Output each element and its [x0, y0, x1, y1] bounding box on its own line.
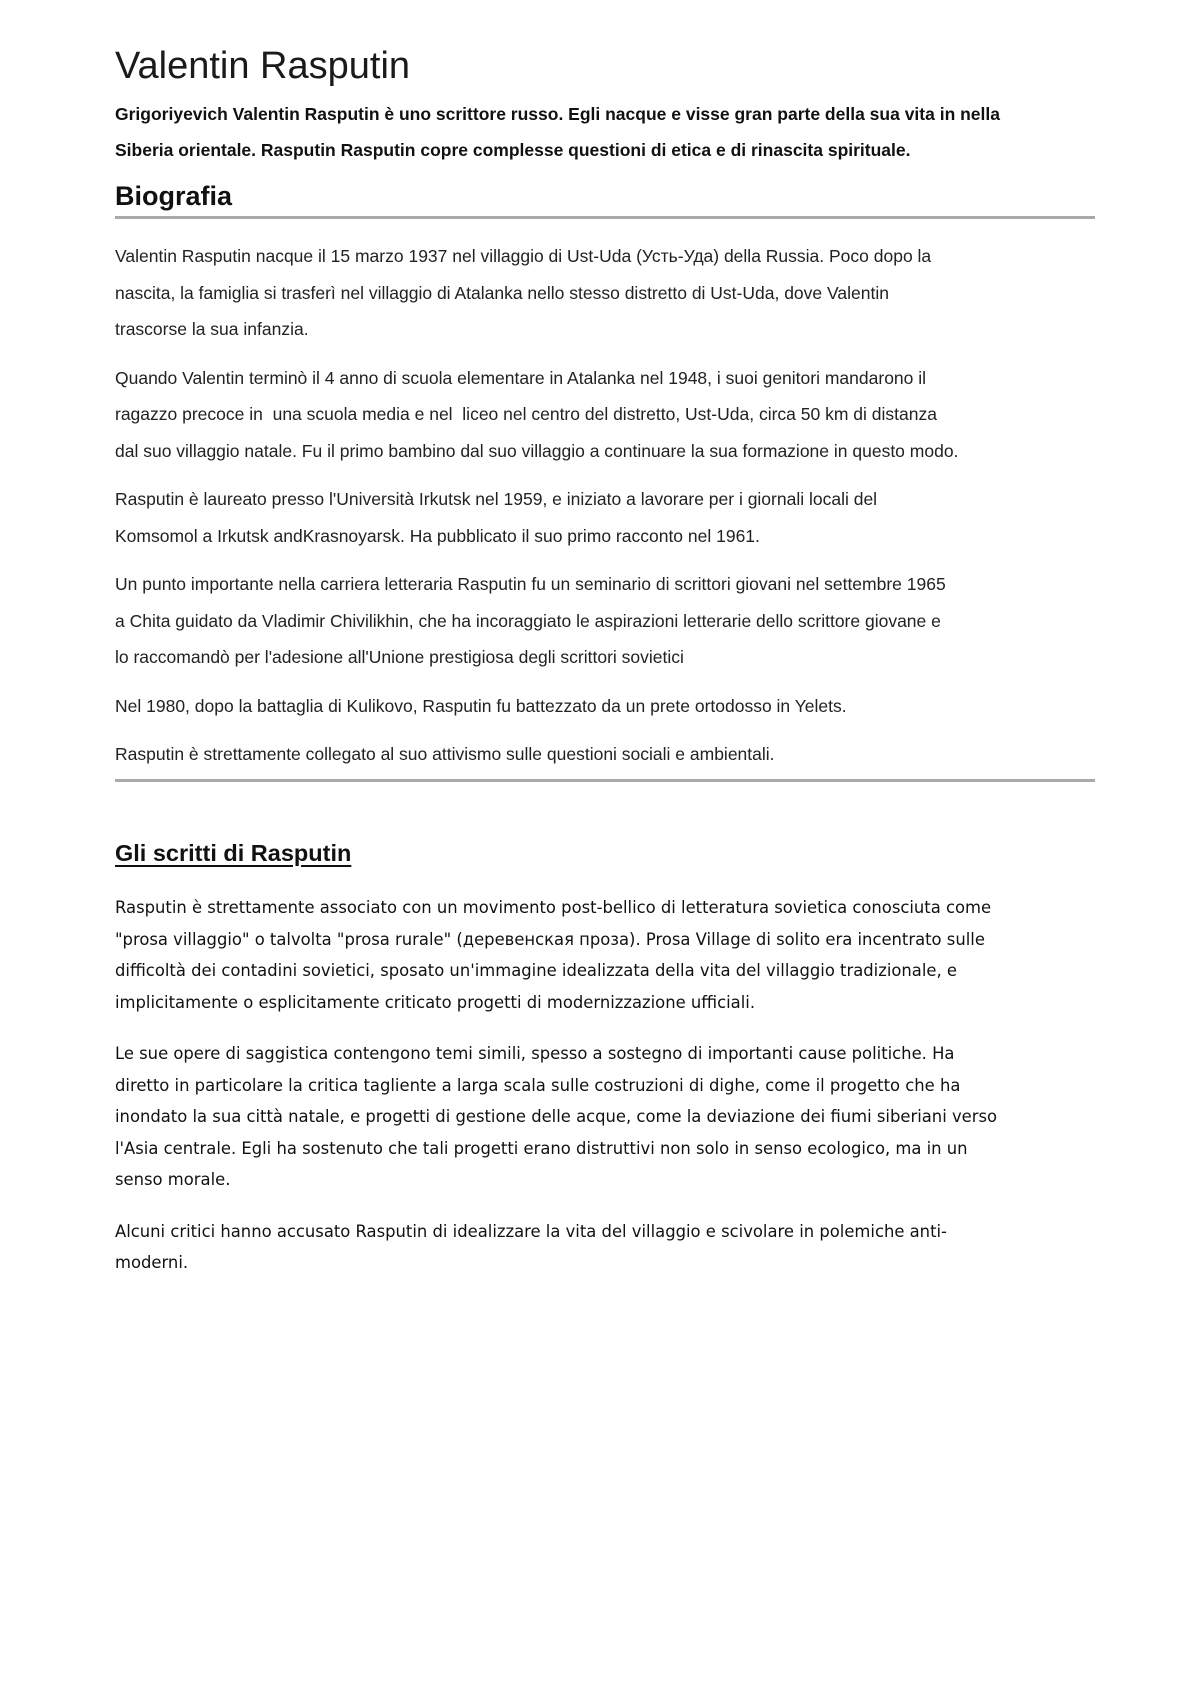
writings-paragraph	[115, 1038, 1100, 1196]
lead-line: Siberia orientale. Rasputin Rasputin copre complesse questioni di etica e di rinascita spirituale.	[115, 140, 911, 160]
text-line: a Chita guidato da Vladimir Chivilikhin, che ha incoraggiato le aspirazioni letterarie dello scrittore giovane e	[115, 610, 941, 631]
text-line: senso morale.	[115, 1170, 231, 1189]
text-line: inondato la sua città natale, e progetti di gestione delle acque, come la deviazione dei fiumi siberiani verso	[115, 1107, 998, 1126]
biography-body	[115, 219, 1095, 782]
biography-paragraph	[115, 360, 1095, 470]
text-line: implicitamente o esplicitamente criticato progetti di modernizzazione ufficiali.	[115, 992, 756, 1012]
writings-section	[115, 836, 1100, 1299]
writings-paragraph	[115, 1216, 1100, 1279]
text-line: Quando Valentin terminò il 4 anno di scuola elementare in Atalanka nel 1948, i suoi genitori mandarono il	[115, 367, 927, 388]
text-line: trascorse la sua infanzia.	[115, 319, 309, 339]
text-line: dal suo villaggio natale. Fu il primo bambino dal suo villaggio a continuare la sua formazione in questo modo.	[115, 440, 959, 461]
text-line: Le sue opere di saggistica contengono temi simili, spesso a sostegno di importanti cause politiche. Ha	[115, 1044, 955, 1063]
biography-paragraph	[115, 736, 1095, 773]
biography-paragraph	[115, 481, 1095, 554]
lead-line: Grigoriyevich Valentin Rasputin è uno scrittore russo. Egli nacque e visse gran parte della sua vita in nella	[115, 104, 1000, 124]
biography-section	[115, 176, 1095, 782]
text-line: moderni.	[115, 1253, 189, 1272]
text-line: Rasputin è strettamente associato con un movimento post-bellico di letteratura sovietica conosciuta come	[115, 898, 992, 917]
text-line: Valentin Rasputin nacque il 15 marzo 1937 nel villaggio di Ust-Uda (Усть-Уда) della Russia. Poco dopo la	[115, 246, 932, 266]
lead-paragraph	[115, 96, 1100, 168]
writings-heading: Gli scritti di Rasputin	[115, 840, 352, 866]
text-line: nascita, la famiglia si trasferì nel villaggio di Atalanka nello stesso distretto di Ust-Uda, dove Valentin	[115, 282, 889, 303]
text-line: Alcuni critici hanno accusato Rasputin di idealizzare la vita del villaggio e scivolare in polemiche anti-	[115, 1221, 947, 1241]
text-line: difficoltà dei contadini sovietici, sposato un'immagine idealizzata della vita del villaggio tradizionale, e	[115, 961, 957, 980]
text-line: Komsomol a Irkutsk andKrasnoyarsk. Ha pubblicato il suo primo racconto nel 1961.	[115, 525, 760, 546]
biography-paragraph	[115, 566, 1095, 676]
biography-paragraph	[115, 688, 1095, 725]
text-line: l'Asia centrale. Egli ha sostenuto che tali progetti erano distruttivi non solo in senso ecologico, ma in un	[115, 1138, 968, 1158]
writings-body	[115, 870, 1100, 1279]
page-title: Valentin Rasputin	[115, 45, 411, 87]
biography-heading: Biografia	[115, 176, 1095, 219]
text-line: diretto in particolare la critica tagliente a larga scala sulle costruzioni di dighe, come il progetto che ha	[115, 1075, 961, 1095]
text-line: Un punto importante nella carriera letteraria Rasputin fu un seminario di scrittori giovani nel settembre 1965	[115, 574, 946, 594]
text-line: lo raccomandò per l'adesione all'Unione prestigiosa degli scrittori sovietici	[115, 647, 684, 667]
text-line: Rasputin è strettamente collegato al suo attivismo sulle questioni sociali e ambientali.	[115, 744, 775, 764]
text-line: ragazzo precoce in una scuola media e nel liceo nel centro del distretto, Ust-Uda, circa 50 km di distanza	[115, 404, 937, 424]
writings-paragraph	[115, 892, 1100, 1018]
text-line: "prosa villaggio" o talvolta "prosa rurale" (деревенская проза). Prosa Village di solito era incentrato sulle	[115, 929, 985, 949]
text-line: Nel 1980, dopo la battaglia di Kulikovo, Rasputin fu battezzato da un prete ortodosso in Yelets.	[115, 695, 847, 716]
text-line: Rasputin è laureato presso l'Università Irkutsk nel 1959, e iniziato a lavorare per i giornali locali del	[115, 489, 878, 509]
biography-paragraph	[115, 238, 1095, 348]
